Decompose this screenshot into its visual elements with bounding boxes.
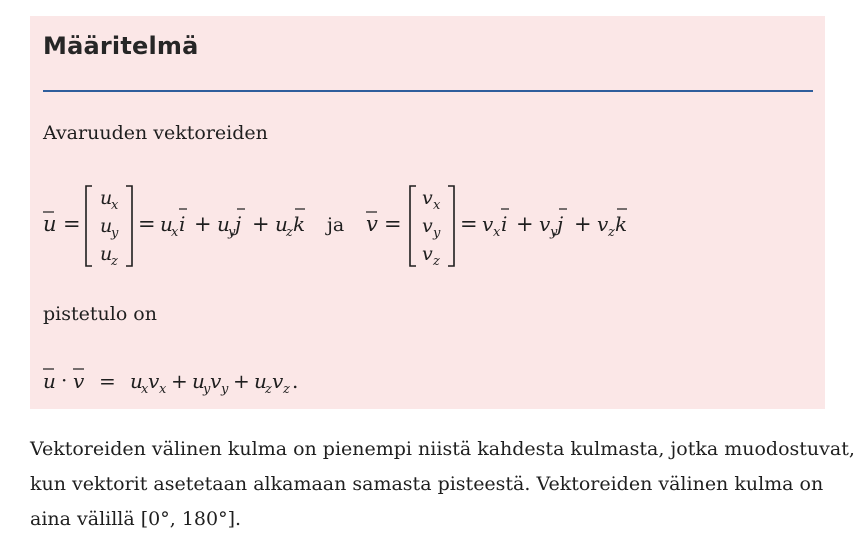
matrix-u-entry-3: u <box>100 243 113 265</box>
matrix-u-sub-3: z <box>111 254 118 269</box>
paragraph-line: kun vektorit asetetaan alkamaan samasta pisteestä. Vektoreiden välinen kulma on <box>30 473 824 495</box>
term-u-z-sub: z <box>286 225 293 240</box>
vector-v-definition <box>366 186 627 269</box>
matrix-left-bracket <box>410 186 416 266</box>
definition-box <box>30 16 825 409</box>
equals-sign: = <box>63 212 81 236</box>
dot-product-formula <box>43 368 298 397</box>
matrix-v-entry-2: v <box>422 215 433 237</box>
equals-sign: = <box>99 369 116 393</box>
equals-sign: = <box>384 212 402 236</box>
term-v-z-sub: z <box>608 225 615 240</box>
formula-period: . <box>292 369 299 393</box>
matrix-v-entry-3: v <box>422 243 433 265</box>
plus-sign: + <box>233 369 250 393</box>
dp-u-x: u <box>130 369 143 393</box>
term-v-y: v <box>539 212 551 236</box>
definition-title: Määritelmä <box>43 32 199 60</box>
plus-sign: + <box>516 212 534 236</box>
term-u-x: u <box>160 212 173 236</box>
term-v-x: v <box>482 212 494 236</box>
unit-vector-j: j <box>235 212 242 236</box>
term-u-z: u <box>275 212 288 236</box>
matrix-v-sub-1: x <box>433 198 441 213</box>
u-symbol: u <box>43 369 56 393</box>
dp-v-z-sub: z <box>283 382 290 397</box>
u-symbol: u <box>43 212 57 236</box>
dot-product-intro-text: pistetulo on <box>43 303 157 325</box>
term-u-x-sub: x <box>171 225 179 240</box>
dp-u-y-sub: y <box>203 382 211 397</box>
dp-u-y: u <box>192 369 205 393</box>
unit-vector-k: k <box>293 212 306 236</box>
matrix-u-entry-2: u <box>100 215 113 237</box>
dp-u-z: u <box>254 369 267 393</box>
equals-sign: = <box>138 212 156 236</box>
paragraph-line: Vektoreiden välinen kulma on pienempi niistä kahdesta kulmasta, jotka muodostuvat, <box>30 438 855 460</box>
matrix-v-sub-2: y <box>433 226 441 241</box>
dp-v-y: v <box>210 369 222 393</box>
matrix-v-entry-1: v <box>422 187 433 209</box>
matrix-right-bracket <box>448 186 454 266</box>
vector-u-definition <box>43 186 305 269</box>
unit-vector-k: k <box>615 212 628 236</box>
dp-v-x-sub: x <box>159 382 167 397</box>
matrix-u-sub-1: x <box>111 198 119 213</box>
term-v-y-sub: y <box>550 225 558 240</box>
plus-sign: + <box>171 369 188 393</box>
v-symbol: v <box>73 369 85 393</box>
plus-sign: + <box>252 212 270 236</box>
term-v-z: v <box>597 212 609 236</box>
term-v-x-sub: x <box>493 225 501 240</box>
unit-vector-i: i <box>501 212 508 236</box>
dp-v-y-sub: y <box>221 382 229 397</box>
v-symbol: v <box>366 212 378 236</box>
paragraph-line: aina välillä [0°, 180°]. <box>30 508 242 530</box>
matrix-u-sub-2: y <box>111 226 119 241</box>
matrix-right-bracket <box>126 186 132 266</box>
math-formulas <box>30 16 825 409</box>
unit-vector-j: j <box>557 212 564 236</box>
dot-operator: · <box>61 368 68 392</box>
plus-sign: + <box>194 212 212 236</box>
matrix-left-bracket <box>86 186 92 266</box>
term-u-y-sub: y <box>228 225 236 240</box>
matrix-v-sub-3: z <box>433 254 440 269</box>
dp-v-z: v <box>272 369 284 393</box>
unit-vector-i: i <box>179 212 186 236</box>
dp-u-z-sub: z <box>265 382 272 397</box>
matrix-u-entry-1: u <box>100 187 113 209</box>
term-u-y: u <box>217 212 230 236</box>
conjunction-text: ja <box>327 214 345 236</box>
dp-u-x-sub: x <box>141 382 149 397</box>
dp-v-x: v <box>148 369 160 393</box>
equals-sign: = <box>460 212 478 236</box>
intro-text: Avaruuden vektoreiden <box>43 122 268 144</box>
plus-sign: + <box>574 212 592 236</box>
explanation-paragraph <box>30 432 855 537</box>
